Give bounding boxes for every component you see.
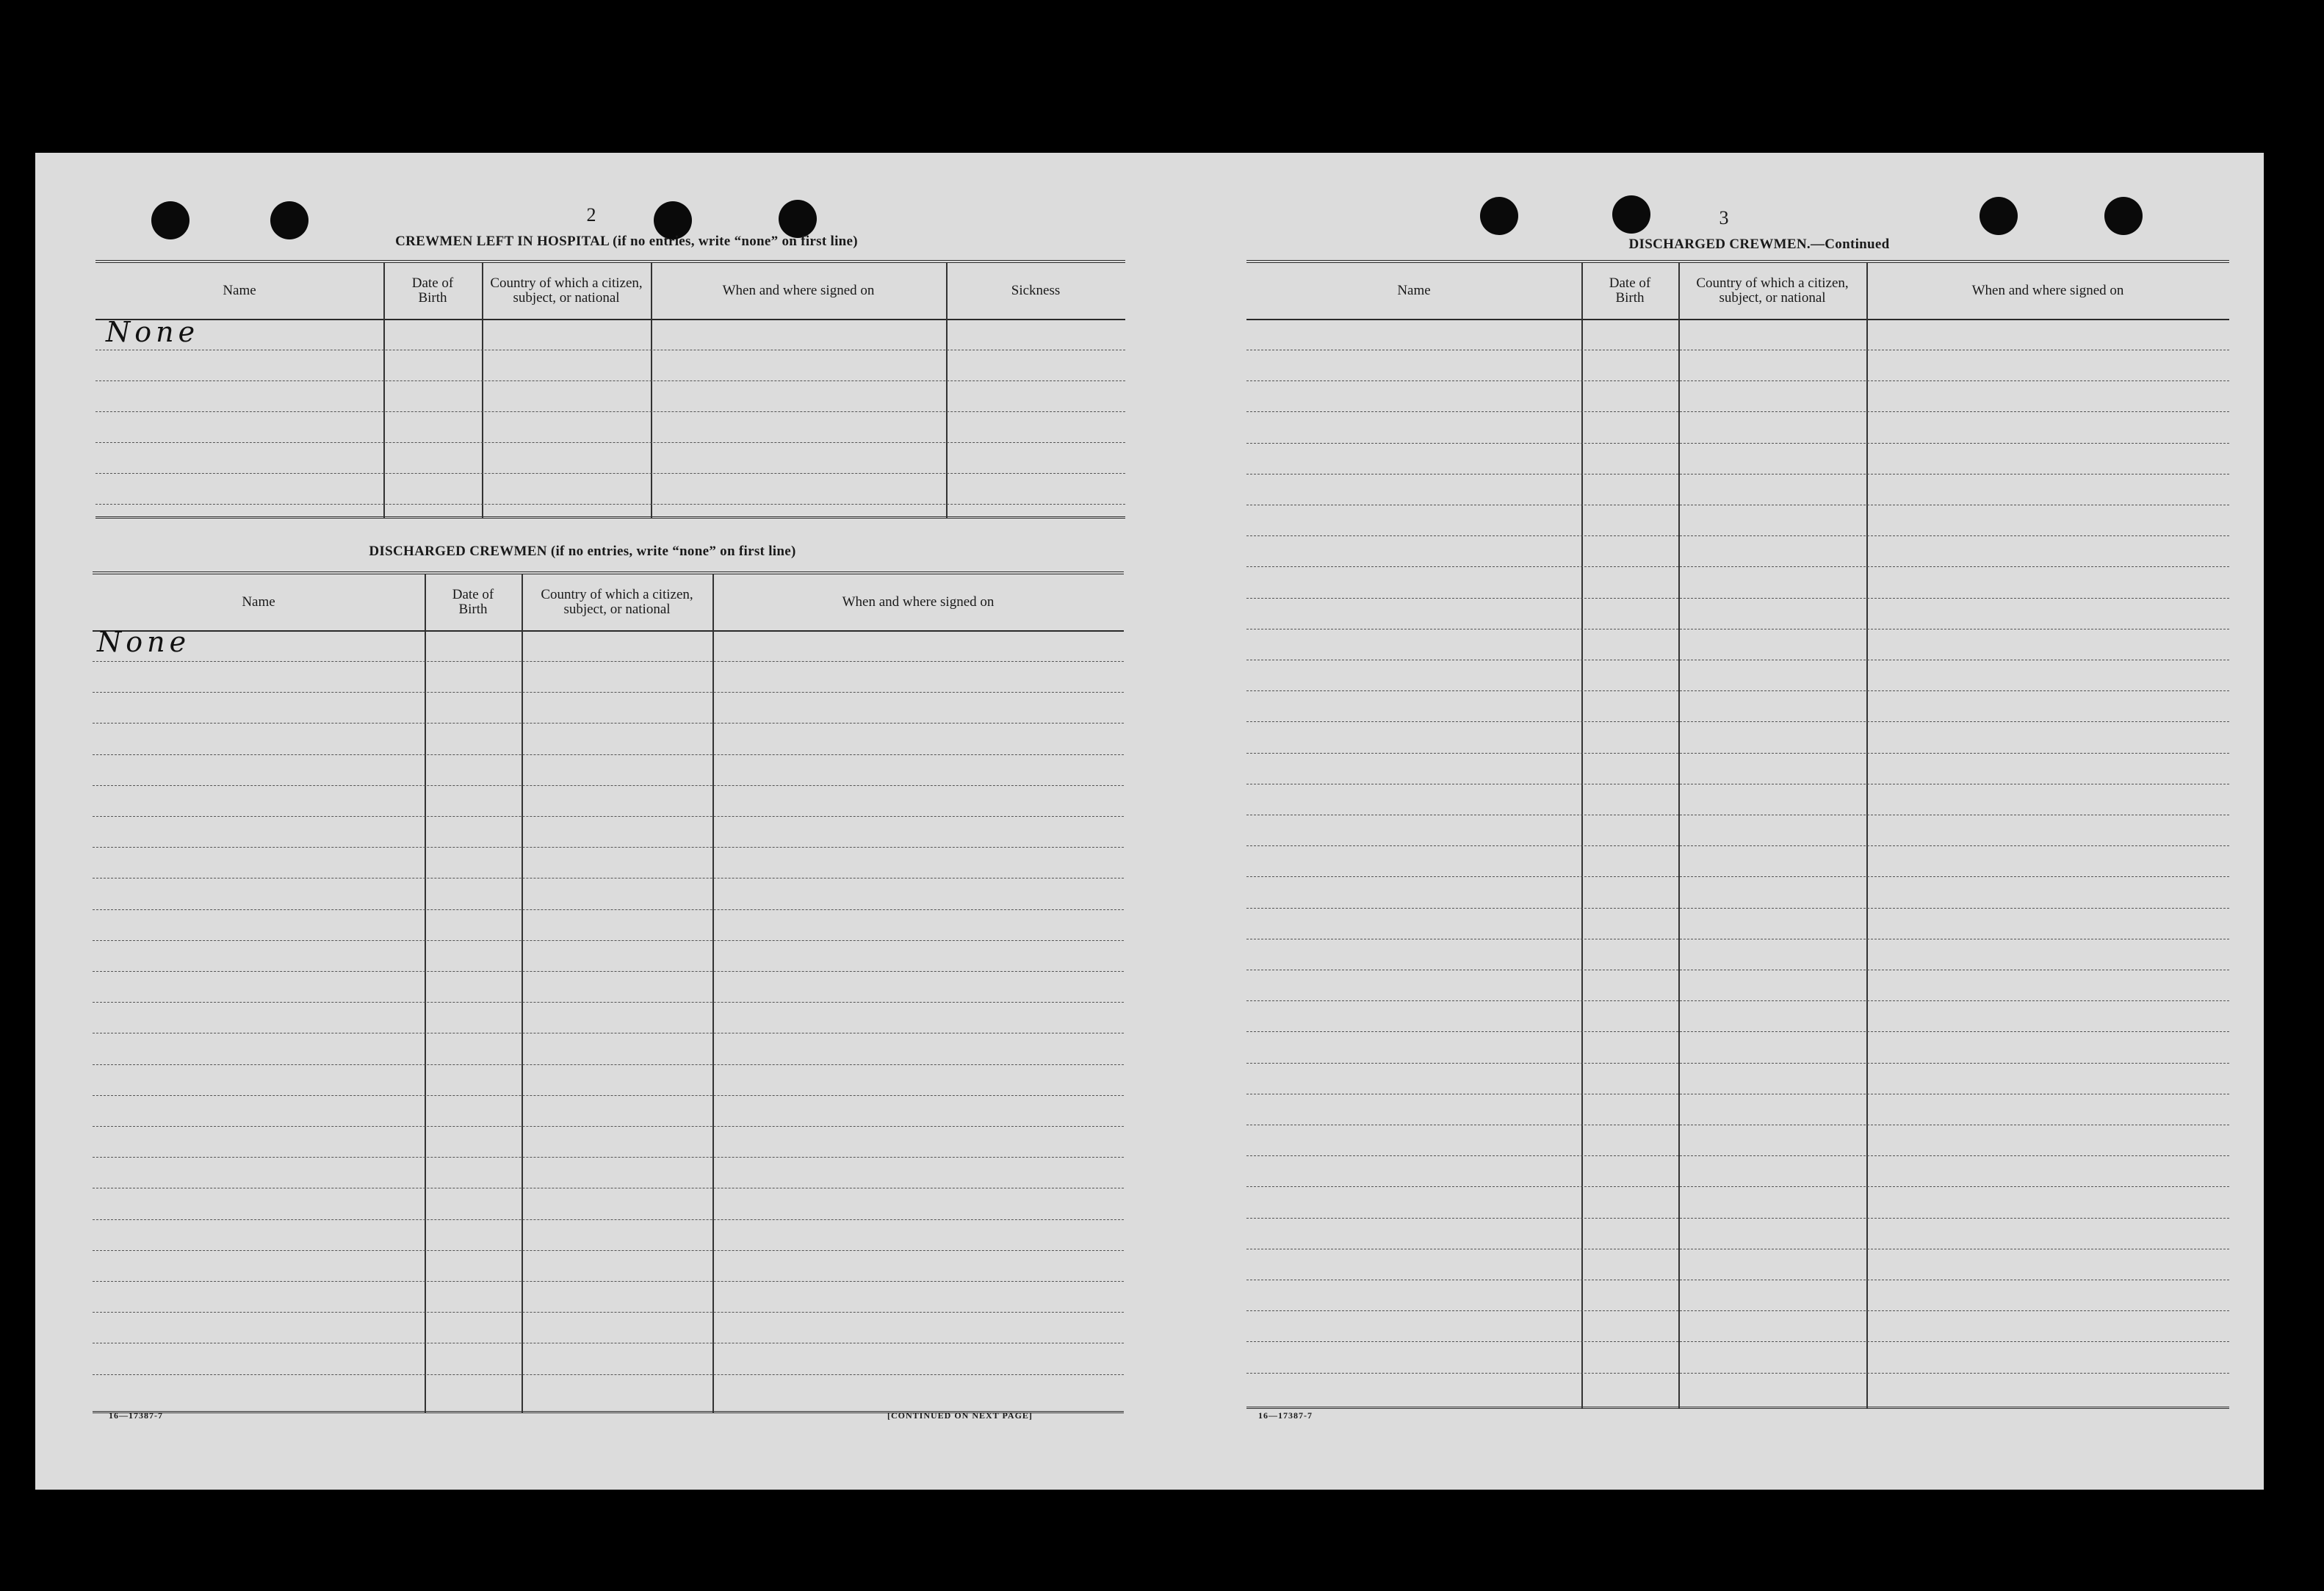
col-header-when-where: When and where signed on: [842, 594, 995, 610]
punch-hole: [1980, 197, 2018, 235]
left-page: [35, 153, 1150, 1490]
entry-line: [95, 473, 1125, 474]
entry-line: [1246, 598, 2229, 599]
entry-line: [1246, 535, 2229, 536]
entry-line: [93, 878, 1124, 879]
col-header-country: Country of which a citizen, subject, or national: [541, 587, 693, 617]
hospital-section-title: [131, 234, 1122, 250]
discharged-continued-title: DISCHARGED CREWMEN.—Continued: [1628, 237, 1890, 252]
entry-line: [95, 380, 1125, 381]
entry-line: [1246, 566, 2229, 567]
discharged-table: [93, 571, 1124, 1413]
discharged-continued-table: [1246, 260, 2229, 1409]
entry-line: [93, 785, 1124, 786]
entry-line: [93, 1250, 1124, 1251]
entry-line: [93, 1281, 1124, 1282]
entry-line: [93, 1095, 1124, 1096]
entry-line: [93, 1219, 1124, 1220]
entry-line: [1246, 380, 2229, 381]
entry-line: [93, 723, 1124, 724]
discharged-title-note: (if no entries, write “none” on first line): [550, 544, 796, 559]
form-code: 16—17387-7: [1258, 1410, 1313, 1421]
punch-hole: [1480, 197, 1518, 235]
entry-line: [95, 442, 1125, 443]
table-bottom-rule: [95, 516, 1125, 519]
hospital-title-text: CREWMEN LEFT IN HOSPITAL: [395, 234, 610, 249]
entry-line: [93, 1126, 1124, 1127]
hospital-title-note: (if no entries, write “none” on first line): [613, 234, 858, 249]
column-divider: [1866, 263, 1868, 1409]
entry-line: [1246, 1218, 2229, 1219]
entry-line: [93, 909, 1124, 910]
table-bottom-rule: [1246, 1407, 2229, 1409]
punch-hole: [1612, 195, 1650, 234]
col-header-date-of-birth: Date of Birth: [411, 275, 454, 306]
entry-line: [93, 1064, 1124, 1065]
col-header-name: Name: [1397, 283, 1431, 298]
entry-line: [93, 816, 1124, 817]
page-number: 2: [586, 204, 596, 226]
entry-line: [1246, 753, 2229, 754]
entry-line: [1246, 1063, 2229, 1064]
continued-note: [CONTINUED ON NEXT PAGE]: [887, 1410, 1033, 1421]
discharged-title-text: DISCHARGED CREWMEN: [369, 544, 547, 559]
entry-line: [1246, 1341, 2229, 1342]
entry-line: [93, 754, 1124, 755]
entry-line: [1246, 1373, 2229, 1374]
col-header-country: Country of which a citizen, subject, or national: [490, 275, 643, 306]
column-divider: [1581, 263, 1583, 1409]
entry-line: [93, 1312, 1124, 1313]
entry-line: [1246, 411, 2229, 412]
entry-line: [1246, 1186, 2229, 1187]
column-divider: [712, 574, 714, 1413]
table-header: [1246, 263, 2229, 320]
entry-line: [1246, 1031, 2229, 1032]
entry-line: [1246, 845, 2229, 846]
entry-line: [1246, 1155, 2229, 1156]
column-divider: [946, 263, 948, 519]
handwritten-entry: None: [97, 626, 191, 658]
col-header-name: Name: [242, 594, 275, 610]
col-header-date-of-birth: Date of Birth: [452, 587, 494, 617]
column-divider: [383, 263, 385, 519]
entry-line: [93, 1157, 1124, 1158]
handwritten-entry: None: [106, 316, 200, 348]
col-header-when-where: When and where signed on: [722, 283, 875, 298]
entry-line: [93, 847, 1124, 848]
col-header-country: Country of which a citizen, subject, or national: [1696, 275, 1849, 306]
col-header-sickness: Sickness: [1011, 283, 1061, 298]
punch-hole: [779, 200, 817, 238]
entry-line: [93, 971, 1124, 972]
col-header-when-where: When and where signed on: [1971, 283, 2124, 298]
form-code: 16—17387-7: [109, 1410, 163, 1421]
entry-line: [1246, 443, 2229, 444]
entry-line: [1246, 876, 2229, 877]
col-header-name: Name: [223, 283, 256, 298]
column-divider: [522, 574, 523, 1413]
entry-line: [93, 1374, 1124, 1375]
table-header: [95, 263, 1125, 320]
column-divider: [482, 263, 483, 519]
table-header: [93, 574, 1124, 632]
entry-line: [95, 411, 1125, 412]
document-sheet: [35, 153, 2264, 1490]
page-number: 3: [1719, 207, 1729, 228]
entry-line: [1246, 690, 2229, 691]
entry-line: [1246, 474, 2229, 475]
entry-line: [93, 692, 1124, 693]
entry-line: [1246, 1000, 2229, 1001]
hospital-table: [95, 260, 1125, 519]
discharged-section-title: [123, 544, 1042, 560]
col-header-date-of-birth: Date of Birth: [1609, 275, 1651, 306]
entry-line: [93, 1002, 1124, 1003]
column-divider: [651, 263, 652, 519]
entry-line: [95, 504, 1125, 505]
entry-line: [1246, 908, 2229, 909]
entry-line: [1246, 1310, 2229, 1311]
column-divider: [425, 574, 426, 1413]
column-divider: [1678, 263, 1680, 1409]
entry-line: [93, 940, 1124, 941]
entry-line: [93, 661, 1124, 662]
punch-hole: [2104, 197, 2143, 235]
right-page: [1150, 153, 2264, 1490]
entry-line: [1246, 721, 2229, 722]
